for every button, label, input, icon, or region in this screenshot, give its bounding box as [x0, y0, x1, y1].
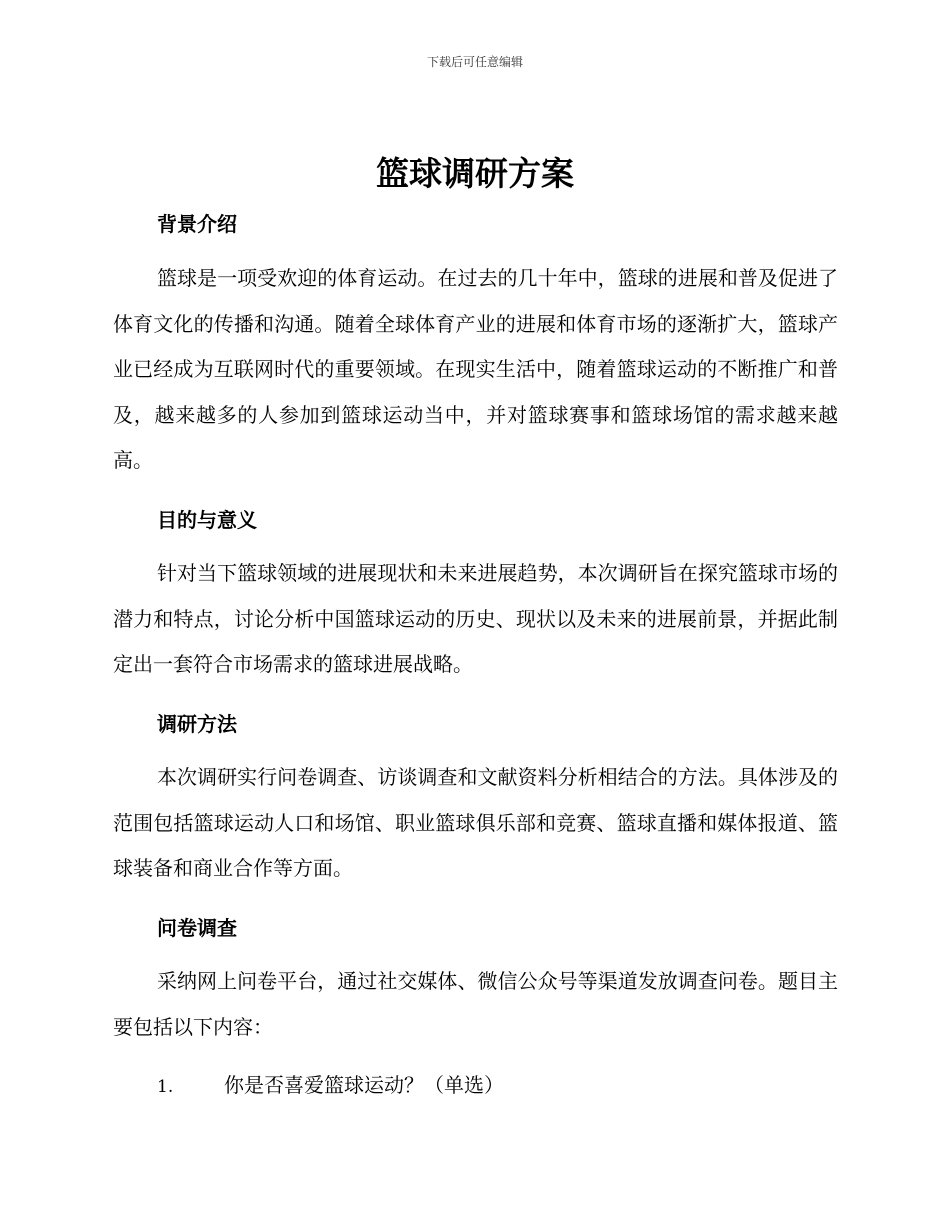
- page-header-note: 下载后可任意编辑: [426, 55, 523, 69]
- section-paragraph-purpose: 针对当下篮球领域的进展现状和未来进展趋势，本次调研旨在探究篮球市场的潜力和特点，讨论分析中国篮球运动的历史、现状以及未来的进展前景，并据此制定出一套符合市场需求的篮球进展战略。: [113, 561, 838, 676]
- section-heading-questionnaire: 问卷调查: [157, 916, 237, 940]
- section-paragraph-questionnaire: 采纳网上问卷平台，通过社交媒体、微信公众号等渠道发放调查问卷。题目主要包括以下内容：: [113, 969, 838, 1039]
- section-paragraph-background: 篮球是一项受欢迎的体育运动。在过去的几十年中，篮球的进展和普及促进了体育文化的传播和沟通。随着全球体育产业的进展和体育市场的逐渐扩大，篮球产业已经成为互联网时代的重要领域。在现实生活中，随着篮球运动的不断推广和普及，越来越多的人参加到篮球运动当中，并对篮球赛事和篮球场馆的需求越来越高。: [113, 266, 838, 472]
- list-item-text: 你是否喜爱篮球运动？（单选）: [224, 1073, 504, 1097]
- section-heading-background: 背景介绍: [157, 212, 237, 236]
- document-title: 篮球调研方案: [376, 154, 574, 193]
- list-item-number: 1.: [157, 1077, 174, 1097]
- list-item: [157, 1070, 504, 1100]
- section-heading-method: 调研方法: [157, 712, 237, 736]
- section-heading-purpose: 目的与意义: [157, 508, 257, 532]
- section-paragraph-method: 本次调研实行问卷调查、访谈调查和文献资料分析相结合的方法。具体涉及的范围包括篮球运动人口和场馆、职业篮球俱乐部和竞赛、篮球直播和媒体报道、篮球装备和商业合作等方面。: [113, 765, 838, 880]
